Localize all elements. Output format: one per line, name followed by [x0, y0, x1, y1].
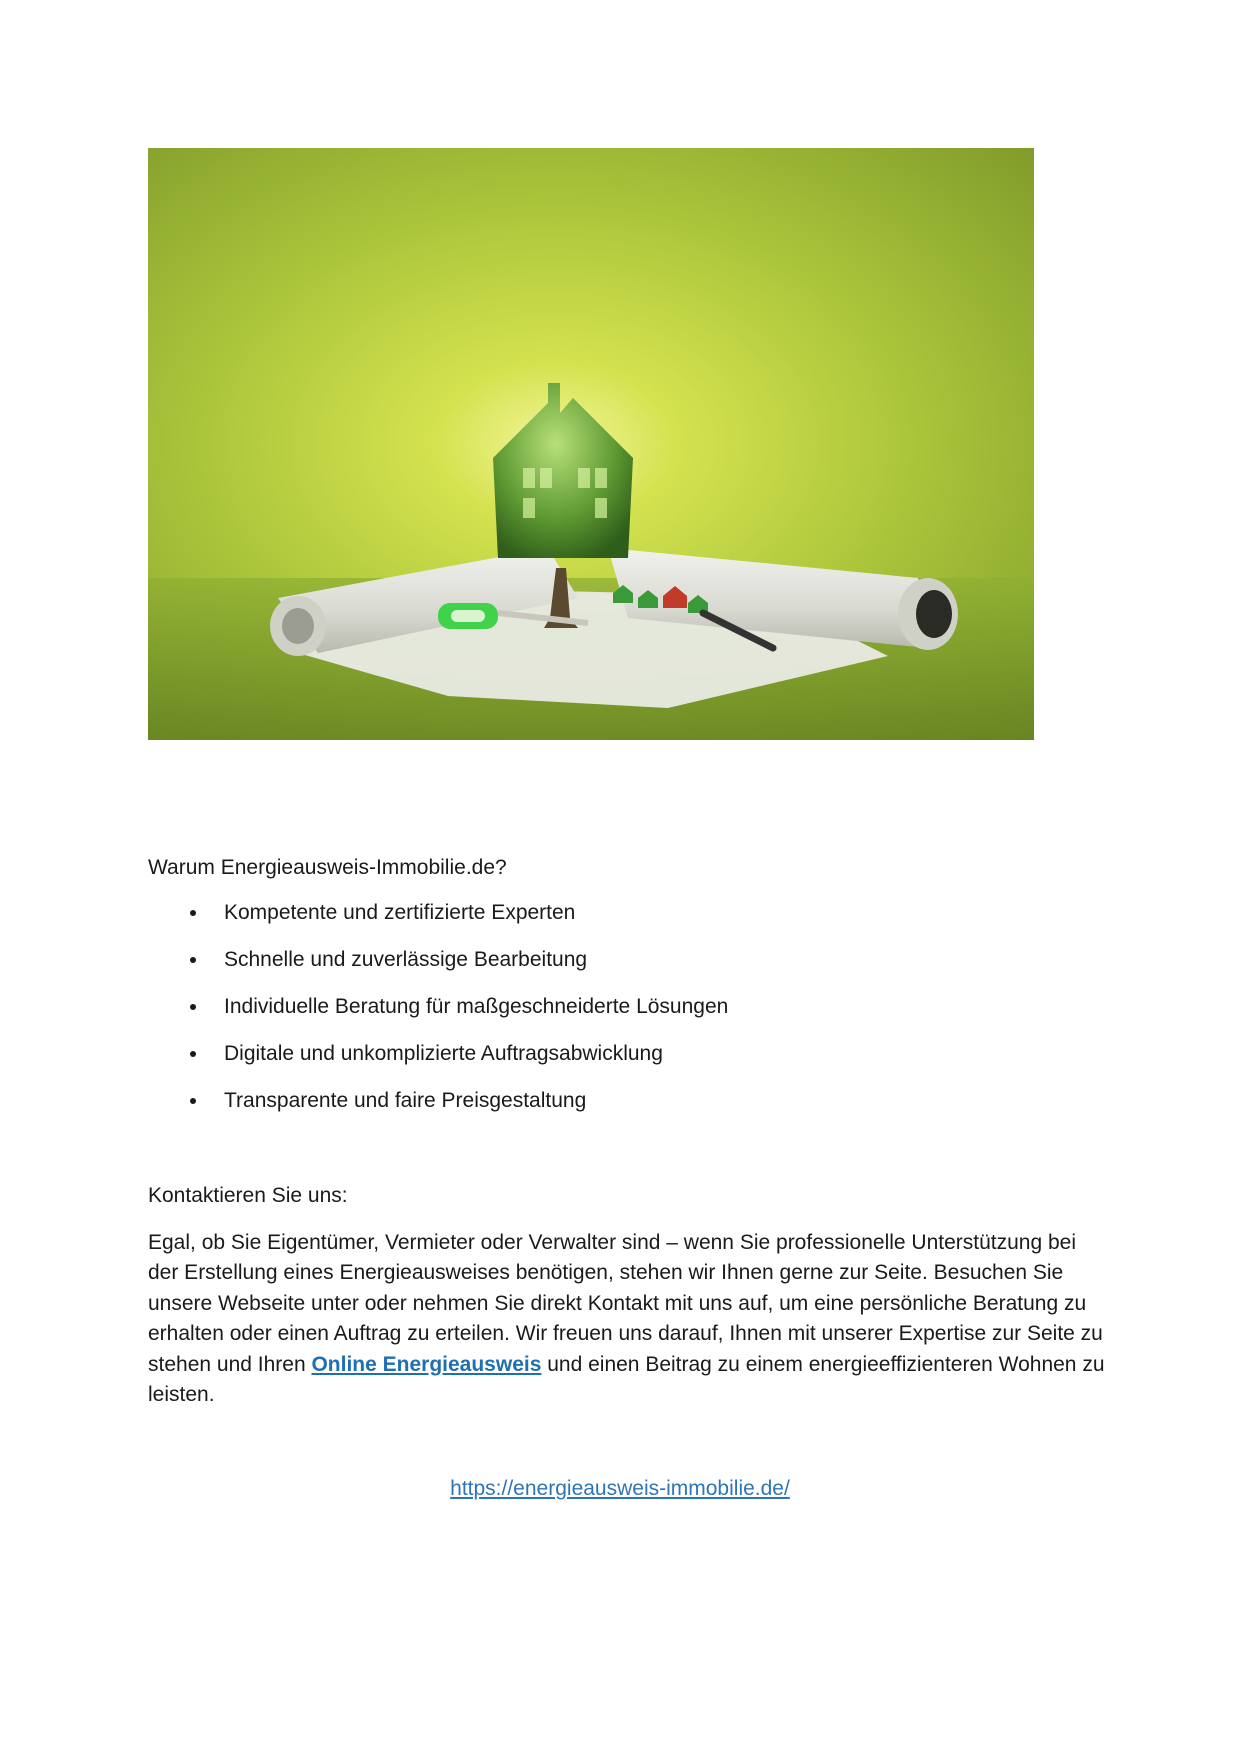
- paragraph-text-before: Egal, ob Sie Eigentümer, Vermieter oder Verwalter sind – wenn Sie professionelle Unterstützung bei der Erstellung eines Energieausweises benötigen, stehen wir Ihnen gerne zur Seite. Besuchen Sie unsere Webseite unter oder nehmen Sie direkt Kontakt mit uns auf, um eine persönliche Beratung zu erhalten oder einen Auftrag zu erteilen. Wir freuen uns darauf, Ihnen mit unserer Expertise zur Seite zu stehen und Ihren: [148, 1231, 1103, 1376]
- paragraph-text-after: und einen Beitrag zu einem energieeffizienteren Wohnen zu leisten.: [148, 1352, 1105, 1407]
- why-heading: Warum Energieausweis-Immobilie.de?: [148, 856, 507, 879]
- hero-image: [148, 148, 1034, 740]
- list-item: Digitale und unkomplizierte Auftragsabwicklung: [148, 1039, 728, 1086]
- eco-house-tree-icon: [148, 148, 1034, 740]
- list-item: Individuelle Beratung für maßgeschneiderte Lösungen: [148, 992, 728, 1039]
- benefits-list: [148, 898, 728, 1133]
- online-energieausweis-link[interactable]: Online Energieausweis: [311, 1352, 542, 1376]
- contact-heading: Kontaktieren Sie uns:: [148, 1184, 348, 1207]
- website-link[interactable]: https://energieausweis-immobilie.de/: [450, 1477, 790, 1500]
- list-item: Schnelle und zuverlässige Bearbeitung: [148, 945, 728, 992]
- list-item: Transparente und faire Preisgestaltung: [148, 1086, 728, 1133]
- contact-paragraph: [148, 1228, 1108, 1410]
- list-item: Kompetente und zertifizierte Experten: [148, 898, 728, 945]
- footer-url: [0, 1474, 1240, 1504]
